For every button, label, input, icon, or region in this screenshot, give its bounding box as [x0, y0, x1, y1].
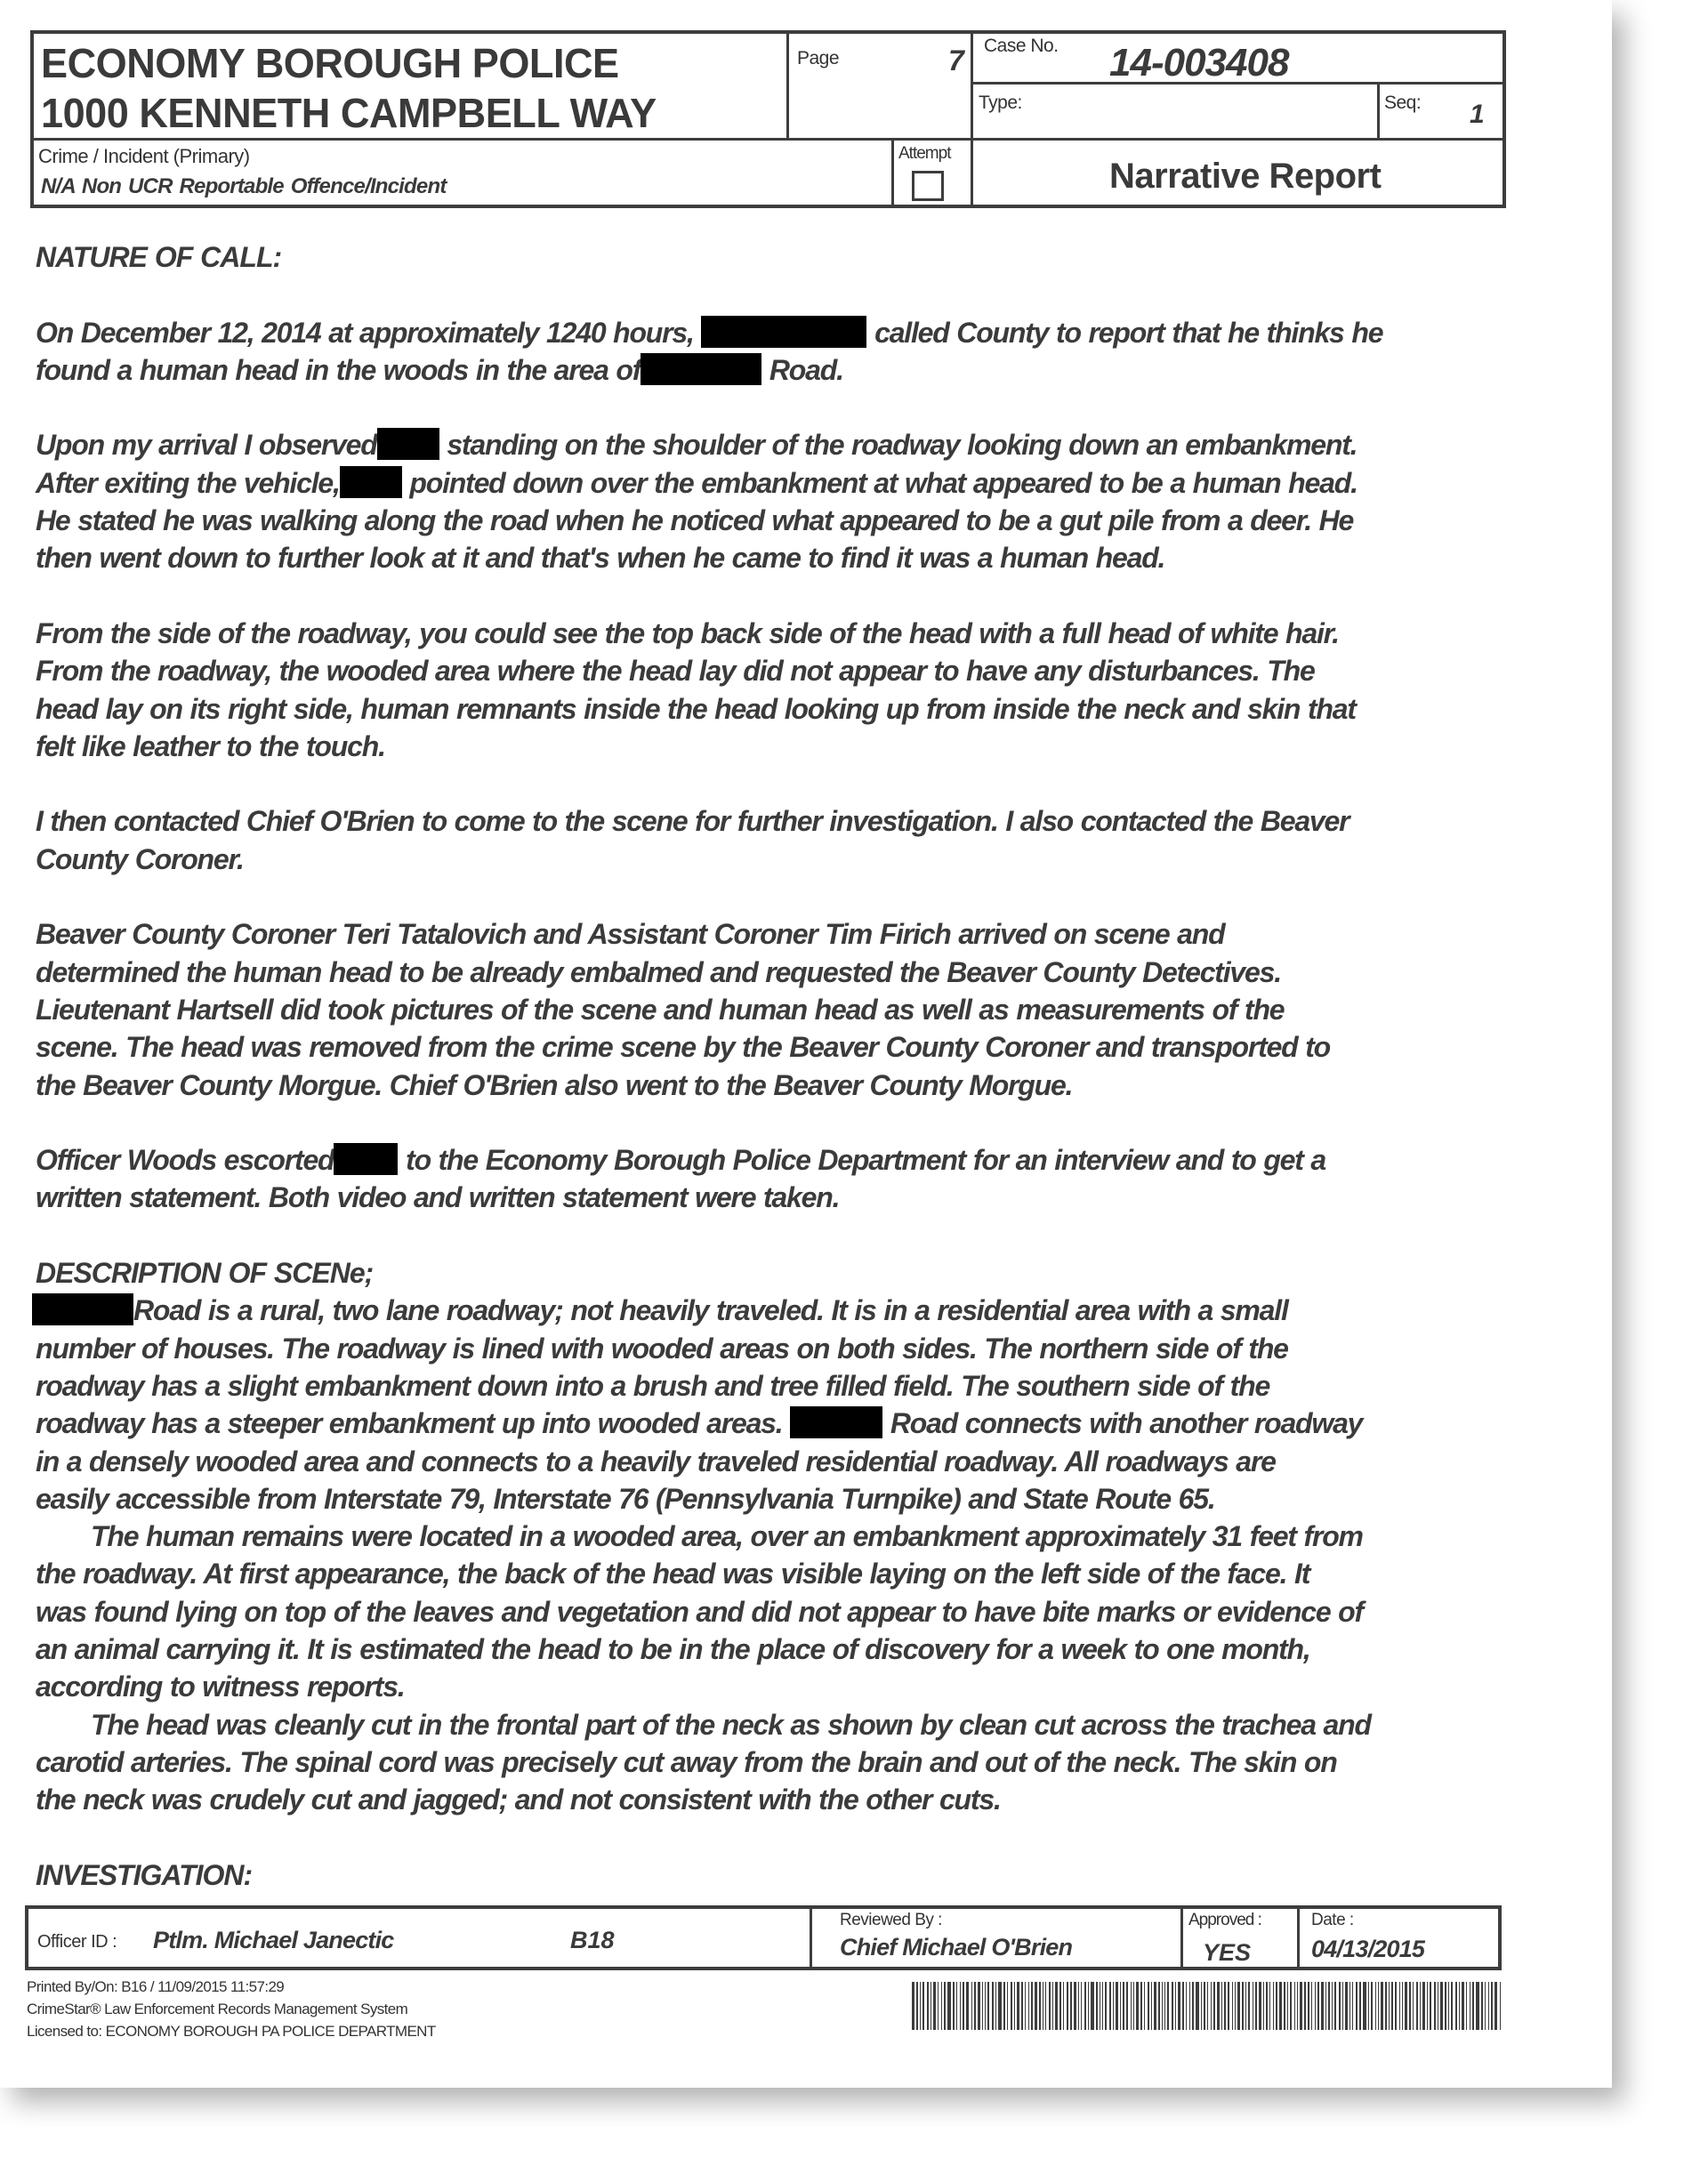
barcode-bar — [1003, 1982, 1005, 2030]
barcode-bar — [1031, 1982, 1033, 2030]
barcode-bar — [922, 1982, 924, 2030]
redaction-block — [340, 466, 402, 498]
barcode-bar — [1144, 1982, 1145, 2030]
case-number: 14-003408 — [1109, 41, 1289, 85]
barcode-bar — [1455, 1982, 1457, 2030]
barcode-bar — [1339, 1982, 1341, 2030]
reviewed-by-label: Reviewed By : — [840, 1911, 942, 1929]
barcode-bar — [1175, 1982, 1176, 2030]
narrative-text: called County to report that he thinks he — [874, 316, 1383, 349]
barcode-bar — [1321, 1982, 1324, 2030]
barcode-bar — [1096, 1982, 1098, 2030]
barcode-bar — [1035, 1982, 1037, 2030]
barcode-bar — [1317, 1982, 1319, 2030]
barcode-bar — [1255, 1982, 1257, 2030]
barcode-bar — [1017, 1982, 1019, 2030]
barcode-bar — [1204, 1982, 1205, 2030]
barcode-bar — [1315, 1982, 1316, 2030]
barcode-bar — [1136, 1982, 1139, 2030]
barcode-bar — [1375, 1982, 1376, 2030]
barcode-bar — [1049, 1982, 1051, 2030]
date-value: 04/13/2015 — [1311, 1936, 1425, 1962]
page-col-divider — [786, 30, 789, 140]
narrative-text: Road connects with another roadway — [890, 1407, 1363, 1440]
barcode-bar — [1402, 1982, 1403, 2030]
barcode-bar — [1451, 1982, 1453, 2030]
barcode-bar — [1217, 1982, 1220, 2030]
seq-value: 1 — [1470, 100, 1485, 129]
barcode-bar — [1120, 1982, 1121, 2030]
barcode-bar — [938, 1982, 939, 2030]
narrative-line: easily accessible from Interstate 79, Interstate 76 (Pennsylvania Turnpike) and State Route 65. — [36, 1482, 1215, 1515]
barcode-bar — [1427, 1982, 1428, 2030]
barcode-bar — [1151, 1982, 1152, 2030]
barcode-bar — [1485, 1982, 1486, 2030]
barcode-bar — [1158, 1982, 1160, 2030]
barcode-bar — [1300, 1982, 1302, 2030]
barcode-bar — [1131, 1982, 1132, 2030]
barcode-bar — [1476, 1982, 1479, 2030]
reviewed-col-divider — [810, 1905, 812, 1970]
records-system: CrimeStar® Law Enforcement Records Management System — [27, 2001, 408, 2017]
crime-incident-value: N/A Non UCR Reportable Offence/Incident — [41, 174, 447, 198]
redaction-block — [334, 1143, 398, 1175]
barcode-bar — [1294, 1982, 1295, 2030]
redaction-block — [790, 1406, 882, 1438]
barcode-bar — [1148, 1982, 1149, 2030]
barcode-bar — [1162, 1982, 1163, 2030]
date-label: Date : — [1311, 1911, 1354, 1929]
barcode-bar — [912, 1982, 914, 2030]
narrative-line: Lieutenant Hartsell did took pictures of the scene and human head as well as measurements of the — [36, 993, 1285, 1026]
barcode-bar — [1245, 1982, 1246, 2030]
agency-name: ECONOMY BOROUGH POLICE — [41, 40, 619, 86]
barcode-bar — [1140, 1982, 1142, 2030]
barcode-bar — [1284, 1982, 1285, 2030]
barcode-bar — [1178, 1982, 1180, 2030]
barcode-bar — [1445, 1982, 1446, 2030]
barcode-bar — [1052, 1982, 1053, 2030]
narrative-text: Upon my arrival I observed — [36, 429, 377, 462]
narrative-line — [36, 1141, 1530, 1179]
barcode-bar — [1248, 1982, 1250, 2030]
barcode-bar — [1459, 1982, 1460, 2030]
page-label: Page — [797, 48, 840, 68]
barcode-bar — [1430, 1982, 1431, 2030]
narrative-line: then went down to further look at it and that's when he came to find it was a human head. — [36, 542, 1165, 575]
barcode-bar — [1045, 1982, 1046, 2030]
barcode-bar — [1345, 1982, 1348, 2030]
barcode-bar — [1133, 1982, 1134, 2030]
barcode-bar — [1409, 1982, 1411, 2030]
barcode-bar — [1189, 1982, 1190, 2030]
barcode-bar — [1228, 1982, 1229, 2030]
barcode-bar — [1084, 1982, 1086, 2030]
barcode-bar — [1113, 1982, 1114, 2030]
barcode-bar — [1192, 1982, 1194, 2030]
barcode-bar — [1349, 1982, 1350, 2030]
barcode-bar — [953, 1982, 955, 2030]
barcode-bar — [1028, 1982, 1029, 2030]
barcode-bar — [920, 1982, 921, 2030]
barcode-bar — [1466, 1982, 1467, 2030]
case-col-divider — [971, 30, 973, 208]
narrative-line — [36, 314, 1530, 351]
narrative-text: standing on the shoulder of the roadway looking down an embankment. — [447, 429, 1358, 462]
seq-label: Seq: — [1384, 93, 1422, 113]
narrative-line: I then contacted Chief O'Brien to come to the scene for further investigation. I also contacted the Beaver — [36, 805, 1349, 838]
barcode-bar — [1109, 1982, 1111, 2030]
barcode-bar — [1472, 1982, 1474, 2030]
barcode-bar — [1007, 1982, 1008, 2030]
narrative-line: Beaver County Coroner Teri Tatalovich and Assistant Coroner Tim Firich arrived on scene and — [36, 918, 1225, 951]
barcode-bar — [1491, 1982, 1493, 2030]
approved-value: YES — [1203, 1939, 1252, 1966]
barcode-bar — [1081, 1982, 1082, 2030]
barcode-bar — [1074, 1982, 1076, 2030]
approved-col-divider — [1180, 1905, 1183, 1970]
barcode-bar — [1352, 1982, 1353, 2030]
barcode-bar — [1055, 1982, 1058, 2030]
barcode-bar — [1039, 1982, 1041, 2030]
barcode-bar — [1381, 1982, 1383, 2030]
narrative-line: carotid arteries. The spinal cord was precisely cut away from the brain and out of the neck. The skin on — [36, 1745, 1337, 1778]
barcode-bar — [1172, 1982, 1173, 2030]
narrative-line: roadway has a slight embankment down into a brush and tree filled field. The southern side of the — [36, 1369, 1270, 1402]
approved-label: Approved : — [1188, 1911, 1261, 1929]
barcode-bar — [1440, 1982, 1443, 2030]
page-number: 7 — [948, 44, 964, 76]
barcode-bar — [1462, 1982, 1464, 2030]
barcode-bar — [1091, 1982, 1094, 2030]
barcode-bar — [1399, 1982, 1400, 2030]
barcode-bar — [1389, 1982, 1390, 2030]
barcode-bar — [966, 1982, 969, 2030]
officer-id-label: Officer ID : — [37, 1932, 117, 1952]
barcode-bar — [974, 1982, 976, 2030]
barcode-bar — [1276, 1982, 1277, 2030]
barcode-bar — [916, 1982, 918, 2030]
barcode-bar — [1481, 1982, 1483, 2030]
redaction-block — [377, 428, 439, 460]
barcode-bar — [1102, 1982, 1103, 2030]
barcode-bar — [971, 1982, 972, 2030]
barcode-bar — [1011, 1982, 1012, 2030]
crime-incident-label: Crime / Incident (Primary) — [38, 145, 250, 167]
barcode-bar — [941, 1982, 942, 2030]
barcode-bar — [1405, 1982, 1407, 2030]
narrative-text: On December 12, 2014 at approximately 1240 hours, — [36, 316, 694, 349]
narrative-line — [36, 464, 1530, 502]
narrative-line — [36, 1405, 1530, 1442]
printed-by-on: Printed By/On: B16 / 11/09/2015 11:57:29 — [27, 1978, 285, 1995]
narrative-line: scene. The head was removed from the crime scene by the Beaver County Coroner and transported to — [36, 1031, 1331, 1064]
barcode-bar — [933, 1982, 936, 2030]
barcode-bar — [1235, 1982, 1236, 2030]
barcode-bar — [992, 1982, 994, 2030]
attempt-checkbox[interactable] — [912, 171, 944, 201]
barcode-bar — [1334, 1982, 1336, 2030]
barcode-bar — [1213, 1982, 1215, 2030]
barcode-bar — [1378, 1982, 1379, 2030]
attempt-label: Attempt — [898, 144, 951, 163]
narrative-line: an animal carrying it. It is estimated the head to be in the place of discovery for a week to one month, — [36, 1632, 1310, 1665]
narrative-line: From the roadway, the wooded area where the head lay did not appear to have any disturbances. The — [36, 655, 1315, 688]
barcode-bar — [987, 1982, 989, 2030]
barcode-bar — [944, 1982, 946, 2030]
barcode-bar — [1063, 1982, 1064, 2030]
barcode-bar — [1182, 1982, 1184, 2030]
narrative-line: according to witness reports. — [36, 1671, 405, 1703]
barcode-bar — [960, 1982, 961, 2030]
barcode-bar — [1391, 1982, 1393, 2030]
barcode-bar — [985, 1982, 986, 2030]
barcode-bar — [1269, 1982, 1270, 2030]
narrative-text: Officer Woods escorted — [36, 1144, 334, 1177]
barcode-bar — [1105, 1982, 1107, 2030]
barcode-bar — [1221, 1982, 1222, 2030]
seq-col-divider — [1377, 83, 1380, 138]
narrative-line — [36, 426, 1530, 463]
narrative-line: the Beaver County Morgue. Chief O'Brien also went to the Beaver County Morgue. — [36, 1068, 1073, 1101]
reviewed-by-value: Chief Michael O'Brien — [840, 1934, 1073, 1961]
barcode-bar — [1371, 1982, 1373, 2030]
officer-badge: B18 — [570, 1927, 615, 1953]
barcode-bar — [1368, 1982, 1369, 2030]
narrative-line: From the side of the roadway, you could see the top back side of the head with a full head of white hair. — [36, 616, 1339, 649]
barcode-bar — [998, 1982, 1002, 2030]
heading-investigation: INVESTIGATION: — [36, 1858, 253, 1891]
type-label: Type: — [979, 93, 1022, 113]
narrative-line: the neck was crudely cut and jagged; and not consistent with the other cuts. — [36, 1783, 1001, 1816]
barcode-bar — [1259, 1982, 1261, 2030]
narrative-text: found a human head in the woods in the area of — [36, 353, 641, 386]
narrative-line: the roadway. At first appearance, the back of the head was visible laying on the left side of the face. It — [36, 1558, 1310, 1590]
barcode-bar — [1123, 1982, 1124, 2030]
barcode-bar — [1186, 1982, 1187, 2030]
narrative-line: He stated he was walking along the road when he noticed what appeared to be a gut pile from a deer. He — [36, 504, 1354, 537]
narrative-text: roadway has a steeper embankment up into wooded areas. — [36, 1407, 783, 1440]
barcode-bar — [1325, 1982, 1326, 2030]
barcode-bar — [1207, 1982, 1208, 2030]
header-row-divider — [30, 138, 1506, 141]
barcode-bar — [1395, 1982, 1397, 2030]
narrative-line: The human remains were located in a wooded area, over an embankment approximately 31 feet from — [91, 1520, 1363, 1553]
narrative-line: number of houses. The roadway is lined with wooded areas on both sides. The northern side of the — [36, 1332, 1288, 1365]
barcode-bar — [1494, 1982, 1497, 2030]
barcode-bar — [1413, 1982, 1414, 2030]
barcode-bar — [1304, 1982, 1306, 2030]
barcode-bar — [1078, 1982, 1079, 2030]
narrative-line — [36, 351, 1530, 389]
barcode-bar — [1232, 1982, 1233, 2030]
narrative-text: After exiting the vehicle, — [36, 466, 340, 499]
barcode-bar — [1500, 1982, 1501, 2030]
barcode-bar — [1088, 1982, 1089, 2030]
barcode-bar — [1266, 1982, 1268, 2030]
barcode-bar — [1059, 1982, 1061, 2030]
narrative-line: County Coroner. — [36, 842, 244, 875]
narrative-line: written statement. Both video and written statement were taken. — [36, 1181, 840, 1214]
barcode-bar — [1279, 1982, 1282, 2030]
barcode-bar — [1237, 1982, 1240, 2030]
barcode-bar — [1308, 1982, 1309, 2030]
barcode-bar — [1448, 1982, 1449, 2030]
barcode-bar — [1224, 1982, 1226, 2030]
barcode-bar — [1164, 1982, 1165, 2030]
narrative-line: in a densely wooded area and connects to a heavily traveled residential roadway. All roadways are — [36, 1445, 1276, 1477]
barcode-bar — [1287, 1982, 1288, 2030]
licensed-to: Licensed to: ECONOMY BOROUGH PA POLICE DEPARTMENT — [27, 2023, 436, 2040]
barcode-bar — [1416, 1982, 1418, 2030]
officer-name: Ptlm. Michael Janectic — [153, 1927, 394, 1953]
barcode-bar — [1263, 1982, 1264, 2030]
barcode-bar — [1328, 1982, 1330, 2030]
case-no-label: Case No. — [984, 36, 1059, 56]
narrative-line: was found lying on top of the leaves and vegetation and did not appear to have bite marks or evidence of — [36, 1595, 1363, 1628]
narrative-text: Road. — [769, 353, 843, 386]
narrative-line — [36, 1292, 1530, 1329]
report-title: Narrative Report — [1109, 157, 1382, 196]
heading-description-of-scene: DESCRIPTION OF SCENe; — [36, 1257, 374, 1290]
narrative-line: head lay on its right side, human remnants inside the head looking up from inside the neck and skin that — [36, 692, 1356, 725]
redaction-block — [32, 1293, 133, 1325]
date-col-divider — [1297, 1905, 1300, 1970]
barcode — [912, 1982, 1502, 2030]
barcode-bar — [1297, 1982, 1298, 2030]
narrative-line: The head was cleanly cut in the frontal part of the neck as shown by clean cut across the trachea and — [91, 1708, 1371, 1741]
agency-address: 1000 KENNETH CAMPBELL WAY — [41, 90, 657, 136]
barcode-bar — [1273, 1982, 1274, 2030]
barcode-bar — [1025, 1982, 1026, 2030]
narrative-body — [36, 238, 1530, 1894]
barcode-bar — [1363, 1982, 1366, 2030]
barcode-bar — [947, 1982, 951, 2030]
barcode-bar — [1290, 1982, 1292, 2030]
barcode-bar — [978, 1982, 980, 2030]
barcode-bar — [1021, 1982, 1023, 2030]
barcode-bar — [1126, 1982, 1128, 2030]
barcode-bar — [927, 1982, 929, 2030]
barcode-bar — [1359, 1982, 1361, 2030]
barcode-bar — [1067, 1982, 1068, 2030]
barcode-bar — [1070, 1982, 1072, 2030]
barcode-bar — [1385, 1982, 1387, 2030]
narrative-text: Road is a rural, two lane roadway; not heavily traveled. It is in a residential area with a small — [133, 1294, 1288, 1327]
barcode-bar — [1342, 1982, 1343, 2030]
barcode-bar — [1332, 1982, 1333, 2030]
barcode-bar — [1434, 1982, 1436, 2030]
redaction-block — [701, 316, 866, 348]
barcode-bar — [982, 1982, 983, 2030]
barcode-bar — [956, 1982, 957, 2030]
heading-nature-of-call: NATURE OF CALL: — [36, 241, 282, 273]
barcode-bar — [1211, 1982, 1212, 2030]
narrative-text: pointed down over the embankment at what appeared to be a human head. — [409, 466, 1358, 499]
narrative-line: felt like leather to the touch. — [36, 729, 385, 762]
barcode-bar — [995, 1982, 996, 2030]
barcode-bar — [1116, 1982, 1118, 2030]
barcode-bar — [1488, 1982, 1489, 2030]
barcode-bar — [1420, 1982, 1421, 2030]
barcode-bar — [1167, 1982, 1169, 2030]
narrative-line: determined the human head to be already embalmed and requested the Beaver County Detectives. — [36, 955, 1281, 988]
barcode-bar — [1196, 1982, 1199, 2030]
narrative-text: to the Economy Borough Police Department for an interview and to get a — [406, 1144, 1326, 1177]
barcode-bar — [1242, 1982, 1244, 2030]
redaction-block — [640, 353, 761, 385]
barcode-bar — [1422, 1982, 1425, 2030]
barcode-bar — [1201, 1982, 1202, 2030]
barcode-bar — [1154, 1982, 1156, 2030]
barcode-bar — [963, 1982, 964, 2030]
attempt-col-divider — [891, 138, 894, 208]
barcode-bar — [1014, 1982, 1015, 2030]
barcode-bar — [1356, 1982, 1358, 2030]
barcode-bar — [1311, 1982, 1312, 2030]
